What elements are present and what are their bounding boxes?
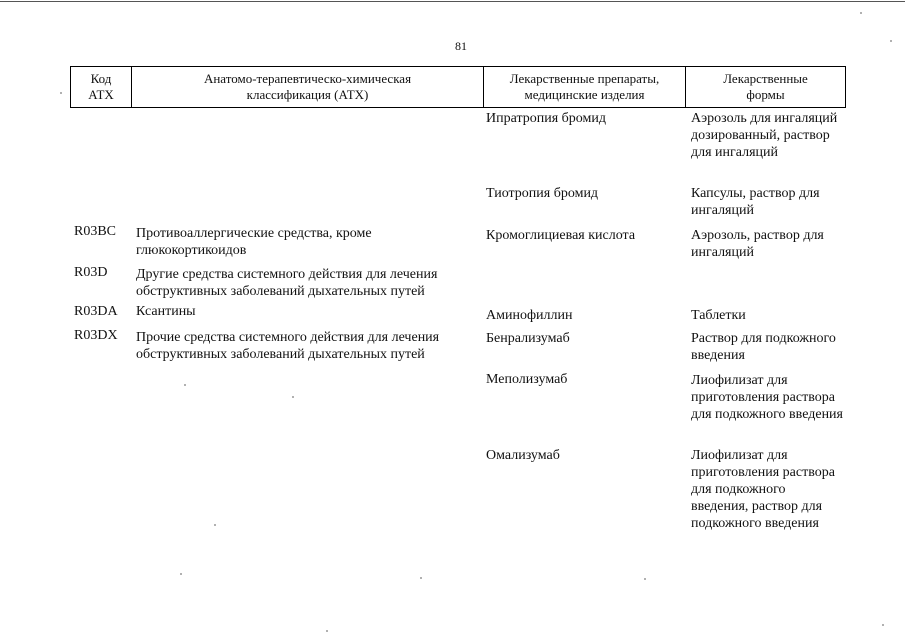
row-classification: Другие средства системного действия для лечения обструктивных заболеваний дыхательных путей bbox=[136, 267, 438, 299]
row-drug: Бенрализумаб bbox=[486, 331, 570, 346]
top-edge-rule bbox=[0, 1, 905, 2]
row-form: Капсулы, раствор для ингаляций bbox=[691, 186, 820, 218]
row-code: R03D bbox=[74, 265, 108, 280]
table-header bbox=[70, 66, 846, 108]
scan-speck bbox=[214, 524, 216, 526]
header-forms bbox=[686, 67, 845, 107]
header-drugs bbox=[484, 67, 686, 107]
row-code: R03DX bbox=[74, 328, 118, 343]
row-classification: Противоаллергические средства, кроме глюкокортикоидов bbox=[136, 226, 372, 258]
row-form: Аэрозоль для ингаляций дозированный, раствор для ингаляций bbox=[691, 111, 838, 160]
scan-speck bbox=[860, 12, 862, 14]
scan-speck bbox=[60, 92, 62, 94]
row-code: R03DA bbox=[74, 304, 118, 319]
row-drug: Ипратропия бромид bbox=[486, 111, 606, 126]
header-code-text: Код АТХ bbox=[88, 71, 114, 102]
row-form: Таблетки bbox=[691, 308, 746, 323]
row-form: Лиофилизат для приготовления раствора для подкожного введения bbox=[691, 373, 843, 422]
scan-speck bbox=[292, 396, 294, 398]
header-drugs-text: Лекарственные препараты, медицинские изделия bbox=[509, 71, 660, 102]
row-form: Лиофилизат для приготовления раствора для подкожного введения, раствор для подкожного введения bbox=[691, 448, 835, 531]
scan-speck bbox=[644, 578, 646, 580]
header-forms-text: Лекарственные формы bbox=[723, 71, 808, 102]
header-code bbox=[71, 67, 132, 107]
scan-speck bbox=[326, 630, 328, 632]
row-drug: Аминофиллин bbox=[486, 308, 573, 323]
row-drug: Омализумаб bbox=[486, 448, 560, 463]
page-number: 81 bbox=[455, 39, 467, 53]
header-classification-text: Анатомо-терапевтическо-химическая классификация (АТХ) bbox=[203, 71, 412, 102]
row-form: Раствор для подкожного введения bbox=[691, 331, 836, 363]
header-classification bbox=[132, 67, 484, 107]
row-drug: Тиотропия бромид bbox=[486, 186, 599, 201]
scan-speck bbox=[180, 573, 182, 575]
row-drug: Кромоглициевая кислота bbox=[486, 228, 636, 243]
row-classification: Прочие средства системного действия для лечения обструктивных заболеваний дыхательных путей bbox=[136, 330, 440, 362]
row-drug: Меполизумаб bbox=[486, 372, 568, 387]
scan-speck bbox=[420, 577, 422, 579]
scan-speck bbox=[184, 384, 186, 386]
scan-speck bbox=[882, 624, 884, 626]
row-code: R03BC bbox=[74, 224, 117, 239]
row-form: Аэрозоль, раствор для ингаляций bbox=[691, 228, 824, 260]
scan-speck bbox=[890, 40, 892, 42]
row-classification: Ксантины bbox=[136, 304, 196, 319]
